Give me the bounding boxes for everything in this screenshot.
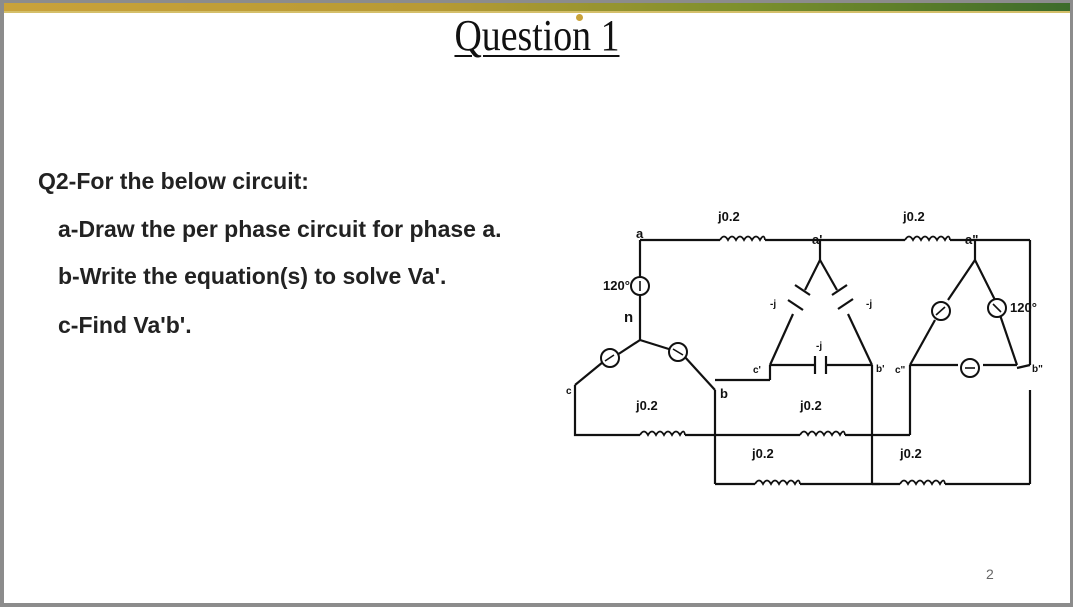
question-item-c: c-Find Va'b'. [58,312,192,338]
label-source-angle-left: 120° [603,278,630,293]
question-item-a: a-Draw the per phase circuit for phase a. [58,216,502,242]
node-c-prime: c' [753,365,761,376]
label-line-impedance-4: j0.2 [800,398,822,413]
label-line-impedance-5: j0.2 [752,446,774,461]
label-cap-bottom: -j [816,341,823,352]
label-line-impedance-3: j0.2 [636,398,658,413]
question-item-b: b-Write the equation(s) to solve Va'. [58,263,447,289]
node-b-prime: b' [876,364,885,375]
label-line-impedance-2: j0.2 [903,209,925,224]
node-n: n [624,309,634,326]
question-heading: Q2-For the below circuit: [38,168,309,194]
label-cap-right: -j [866,299,873,310]
label-line-impedance-6: j0.2 [900,446,922,461]
node-b-double-prime: b" [1032,364,1043,375]
node-a: a [636,226,644,241]
node-c: c [566,386,572,397]
node-a-double-prime: a" [965,232,979,247]
node-b: b [720,386,728,401]
label-source-angle-right: 120° [1010,300,1037,315]
node-c-double-prime: c" [895,365,906,376]
node-a-prime: a' [812,232,823,247]
slide-title: Question 1 [454,11,620,60]
page-number: 2 [986,566,994,582]
label-line-impedance-1: j0.2 [718,209,740,224]
label-cap-left: -j [770,299,777,310]
